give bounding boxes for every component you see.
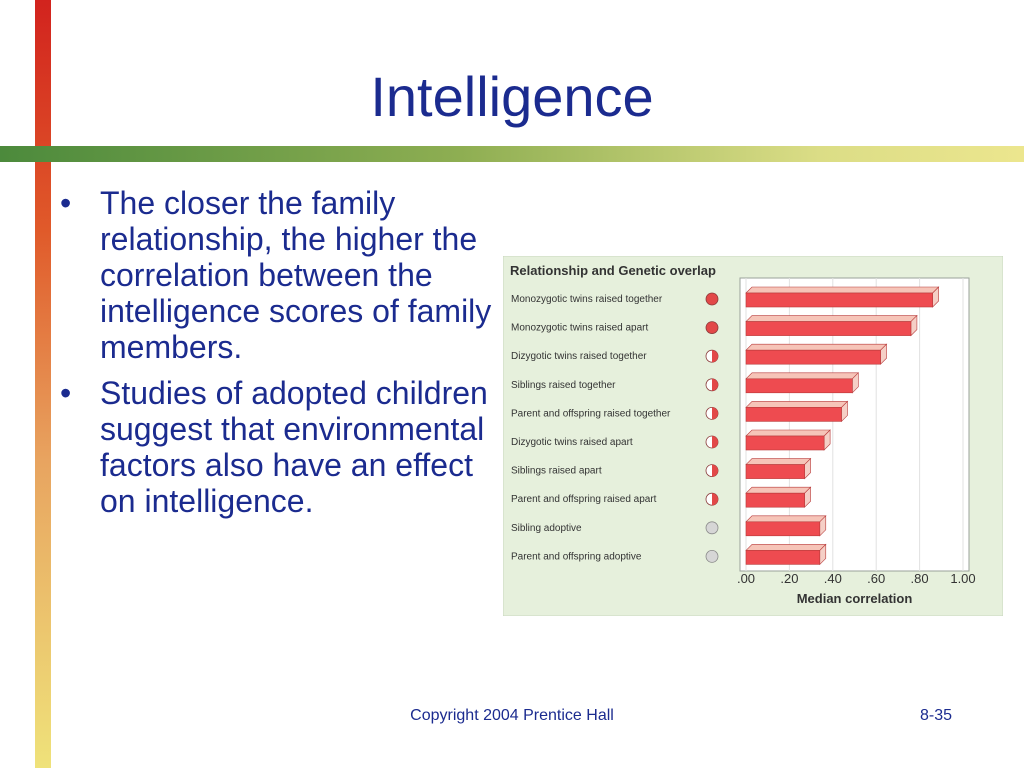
bullet-text: Studies of adopted children suggest that environmental factors also have an effect on intelligence. [100,375,488,519]
bullet-item [60,375,500,519]
category-label: Parent and offspring raised together [511,408,671,420]
category-label: Parent and offspring adoptive [511,551,642,563]
x-axis-label: Median correlation [796,591,913,606]
bar [746,465,805,479]
bullet-list [60,185,500,529]
category-label: Dizygotic twins raised apart [511,437,633,448]
overlap-none-icon [706,522,718,534]
bar-top-face [746,430,830,436]
bar-top-face [746,544,826,550]
bar [746,522,820,536]
bullet-marker: • [60,375,72,411]
bar [746,493,805,507]
bullet-marker: • [60,185,72,221]
category-label: Parent and offspring raised apart [511,494,657,506]
bullet-item [60,185,500,365]
chart-svg [503,256,1003,616]
x-tick-label: 1.00 [950,571,976,586]
x-tick-label: .20 [780,571,799,586]
bar-top-face [746,487,811,493]
bar-top-face [746,459,811,465]
footer-copyright: Copyright 2004 Prentice Hall [410,707,614,724]
x-tick-label: .40 [823,571,842,586]
bar-top-face [746,401,847,407]
x-tick-label: .60 [867,571,886,586]
category-label: Monozygotic twins raised together [511,294,663,305]
chart-title: Relationship and Genetic overlap [510,263,716,278]
category-label: Monozygotic twins raised apart [511,322,649,334]
category-label: Sibling adoptive [511,522,582,534]
x-tick-label: .80 [910,571,929,586]
bar [746,350,881,364]
bar [746,407,841,421]
category-label: Siblings raised apart [511,465,602,477]
bar [746,379,852,393]
bar-top-face [746,373,858,379]
correlation-chart [503,256,1003,616]
bullet-text: The closer the family relationship, the higher the correlation between the intelligence scores of family members. [100,185,492,365]
bar-top-face [746,516,826,522]
bar-top-face [746,344,887,350]
bar [746,322,911,336]
page-number: 8-35 [920,707,953,724]
overlap-full-icon [706,293,718,305]
overlap-full-icon [706,322,718,334]
slide-title: Intelligence [370,65,654,128]
title-underline-band [0,146,1024,162]
x-tick-label: .00 [736,571,756,586]
bar-top-face [746,316,917,322]
bar [746,550,820,564]
category-label: Dizygotic twins raised together [511,351,647,363]
bar [746,436,824,450]
overlap-none-icon [706,550,718,562]
bar [746,293,933,307]
category-label: Siblings raised together [511,379,616,391]
bar-top-face [746,287,939,293]
